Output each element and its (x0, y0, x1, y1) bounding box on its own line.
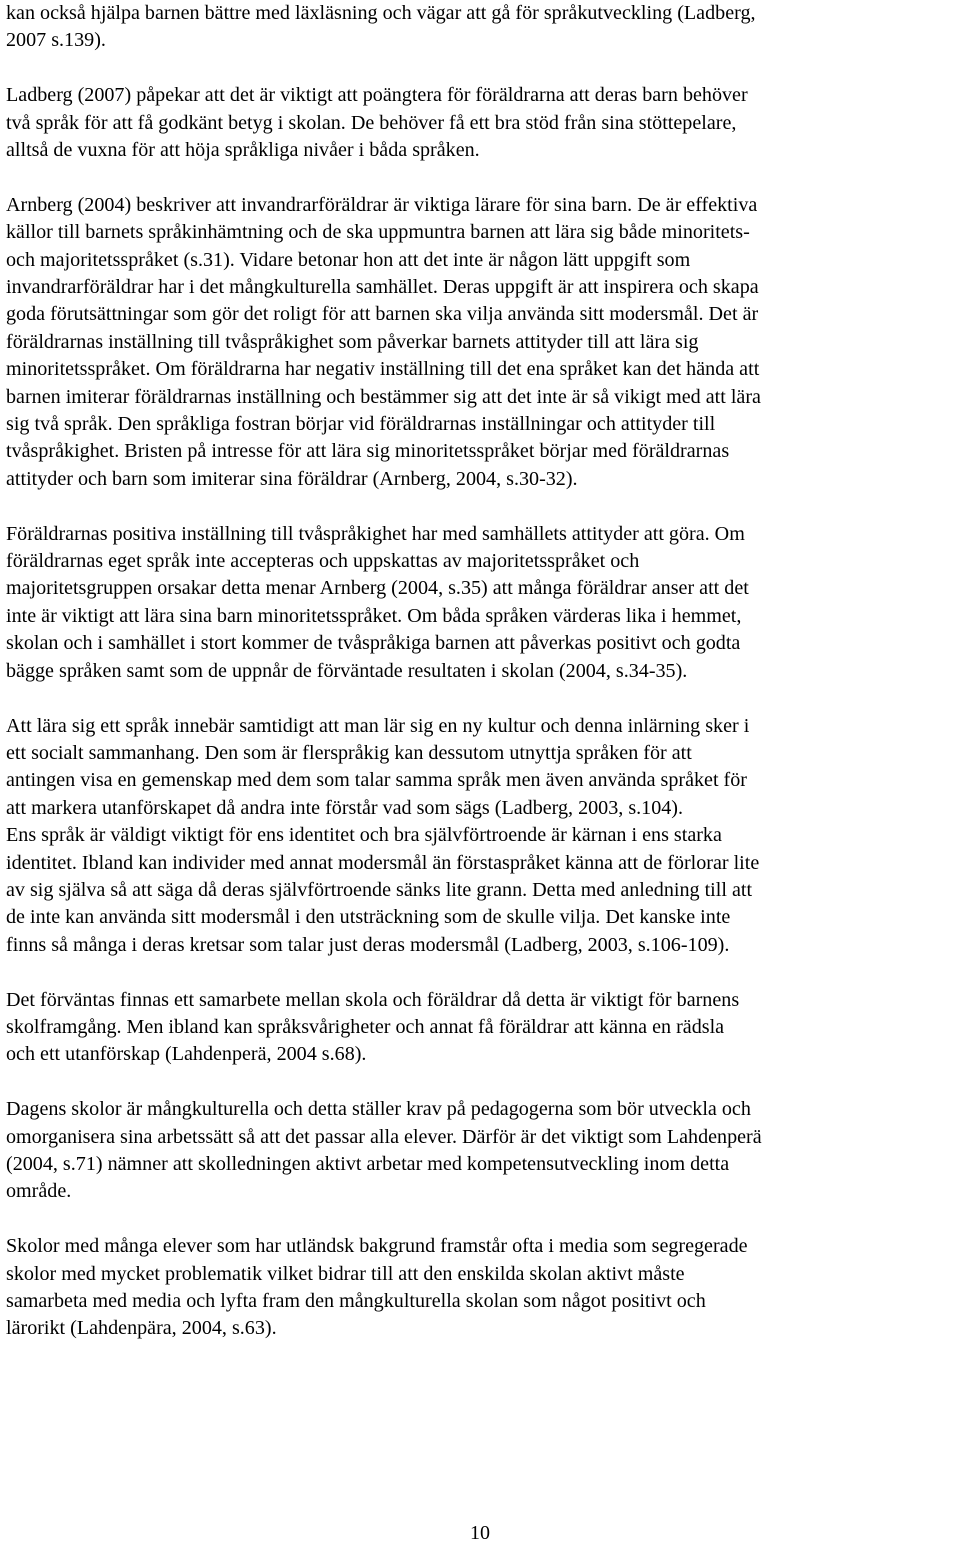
paragraph-3: Arnberg (2004) beskriver att invandrarföräldrar är viktiga lärare för sina barn. De är effektiva källor till barnets språkinhämtning och de ska uppmuntra barnen att lära sig både minoritets- och majoritetsspråket (s.31). Vidare betonar hon att det inte är någon lätt uppgift som invandrarföräldrar har i det mångkulturella samhället. Deras uppgift är att inspirera och skapa goda förutsättningar som gör det roligt för att barnen ska vilja använda sitt modersmål. Det är föräldrarnas inställning till tvåspråkighet som påverkar barnets attityder till att lära sig minoritetsspråket. Om föräldrarna har negativ inställning till det ena språket kan det hända att barnen imiterar föräldrarnas inställning och bestämmer sig att det inte är så vikigt med att lära sig två språk. Den språkliga fostran börjar vid föräldrarnas inställningar och attityder till tvåspråkighet. Bristen på intresse för att lära sig minoritetsspråket börjar med föräldrarnas attityder och barn som imiterar sina föräldrar (Arnberg, 2004, s.30-32). (6, 193, 761, 490)
paragraph-2: Ladberg (2007) påpekar att det är viktigt att poängtera för föräldrarna att deras barn behöver två språk för att få godkänt betyg i skolan. De behöver få ett bra stöd från sina stöttepelare, alltså de vuxna för att höja språkliga nivåer i båda språken. (6, 84, 748, 162)
document-page (6, 0, 956, 1370)
paragraph-9: Skolor med många elever som har utländsk bakgrund framstår ofta i media som segregerade skolor med mycket problematik vilket bidrar till att den enskilda skolan aktivt måste samarbeta med media och lyfta fram den mångkulturella skolan som något positivt och lärorikt (Lahdenpära, 2004, s.63). (6, 1235, 748, 1340)
page-number: 10 (470, 1522, 490, 1544)
paragraph-6: Ens språk är väldigt viktigt för ens identitet och bra självförtroende är kärnan i ens starka identitet. Ibland kan individer med annat modersmål än förstaspråket känna att de förlorar lite av sig själva så att säga då deras självförtroende sänks lite grann. Detta med anledning till att de inte kan använda sitt modersmål i den utsträckning som de skulle vilja. Det kanske inte finns så många i deras kretsar som talar just deras modersmål (Ladberg, 2003, s.106-109). (6, 824, 760, 956)
paragraph-8: Dagens skolor är mångkulturella och detta ställer krav på pedagogerna som bör utveckla och omorganisera sina arbetssätt så att det passar alla elever. Därför är det viktigt som Lahdenperä (2004, s.71) nämner att skolledningen aktivt arbetar med kompetensutveckling inom detta område. (6, 1098, 762, 1203)
paragraph-5: Att lära sig ett språk innebär samtidigt att man lär sig en ny kultur och denna inlärning sker i ett socialt sammanhang. Den som är flerspråkig kan dessutom utnyttja språken för att antingen visa en gemenskap med dem som talar samma språk men även använda språket för att markera utanförskapet då andra inte förstår vad som sägs (Ladberg, 2003, s.104). (6, 714, 750, 819)
paragraph-7: Det förväntas finnas ett samarbete mellan skola och föräldrar då detta är viktigt för barnens skolframgång. Men ibland kan språksvårigheter och annat få föräldrar att känna en rädsla och ett utanförskap (Lahdenperä, 2004 s.68). (6, 988, 740, 1066)
paragraph-1: kan också hjälpa barnen bättre med läxläsning och vägar att gå för språkutveckling (Ladberg, 2007 s.139). (6, 2, 756, 52)
paragraph-4: Föräldrarnas positiva inställning till tvåspråkighet har med samhällets attityder att göra. Om föräldrarnas eget språk inte accepteras och uppskattas av majoritetsspråket och majoritetsgruppen orsakar detta menar Arnberg (2004, s.35) att många föräldrar anser att det inte är viktigt att lära sina barn minoritetsspråket. Om båda språken värderas lika i hemmet, skolan och i samhället i stort kommer de tvåspråkiga barnen att påverkas positivt och godta bägge språken samt som de uppnår de förväntade resultaten i skolan (2004, s.34-35). (6, 522, 749, 682)
